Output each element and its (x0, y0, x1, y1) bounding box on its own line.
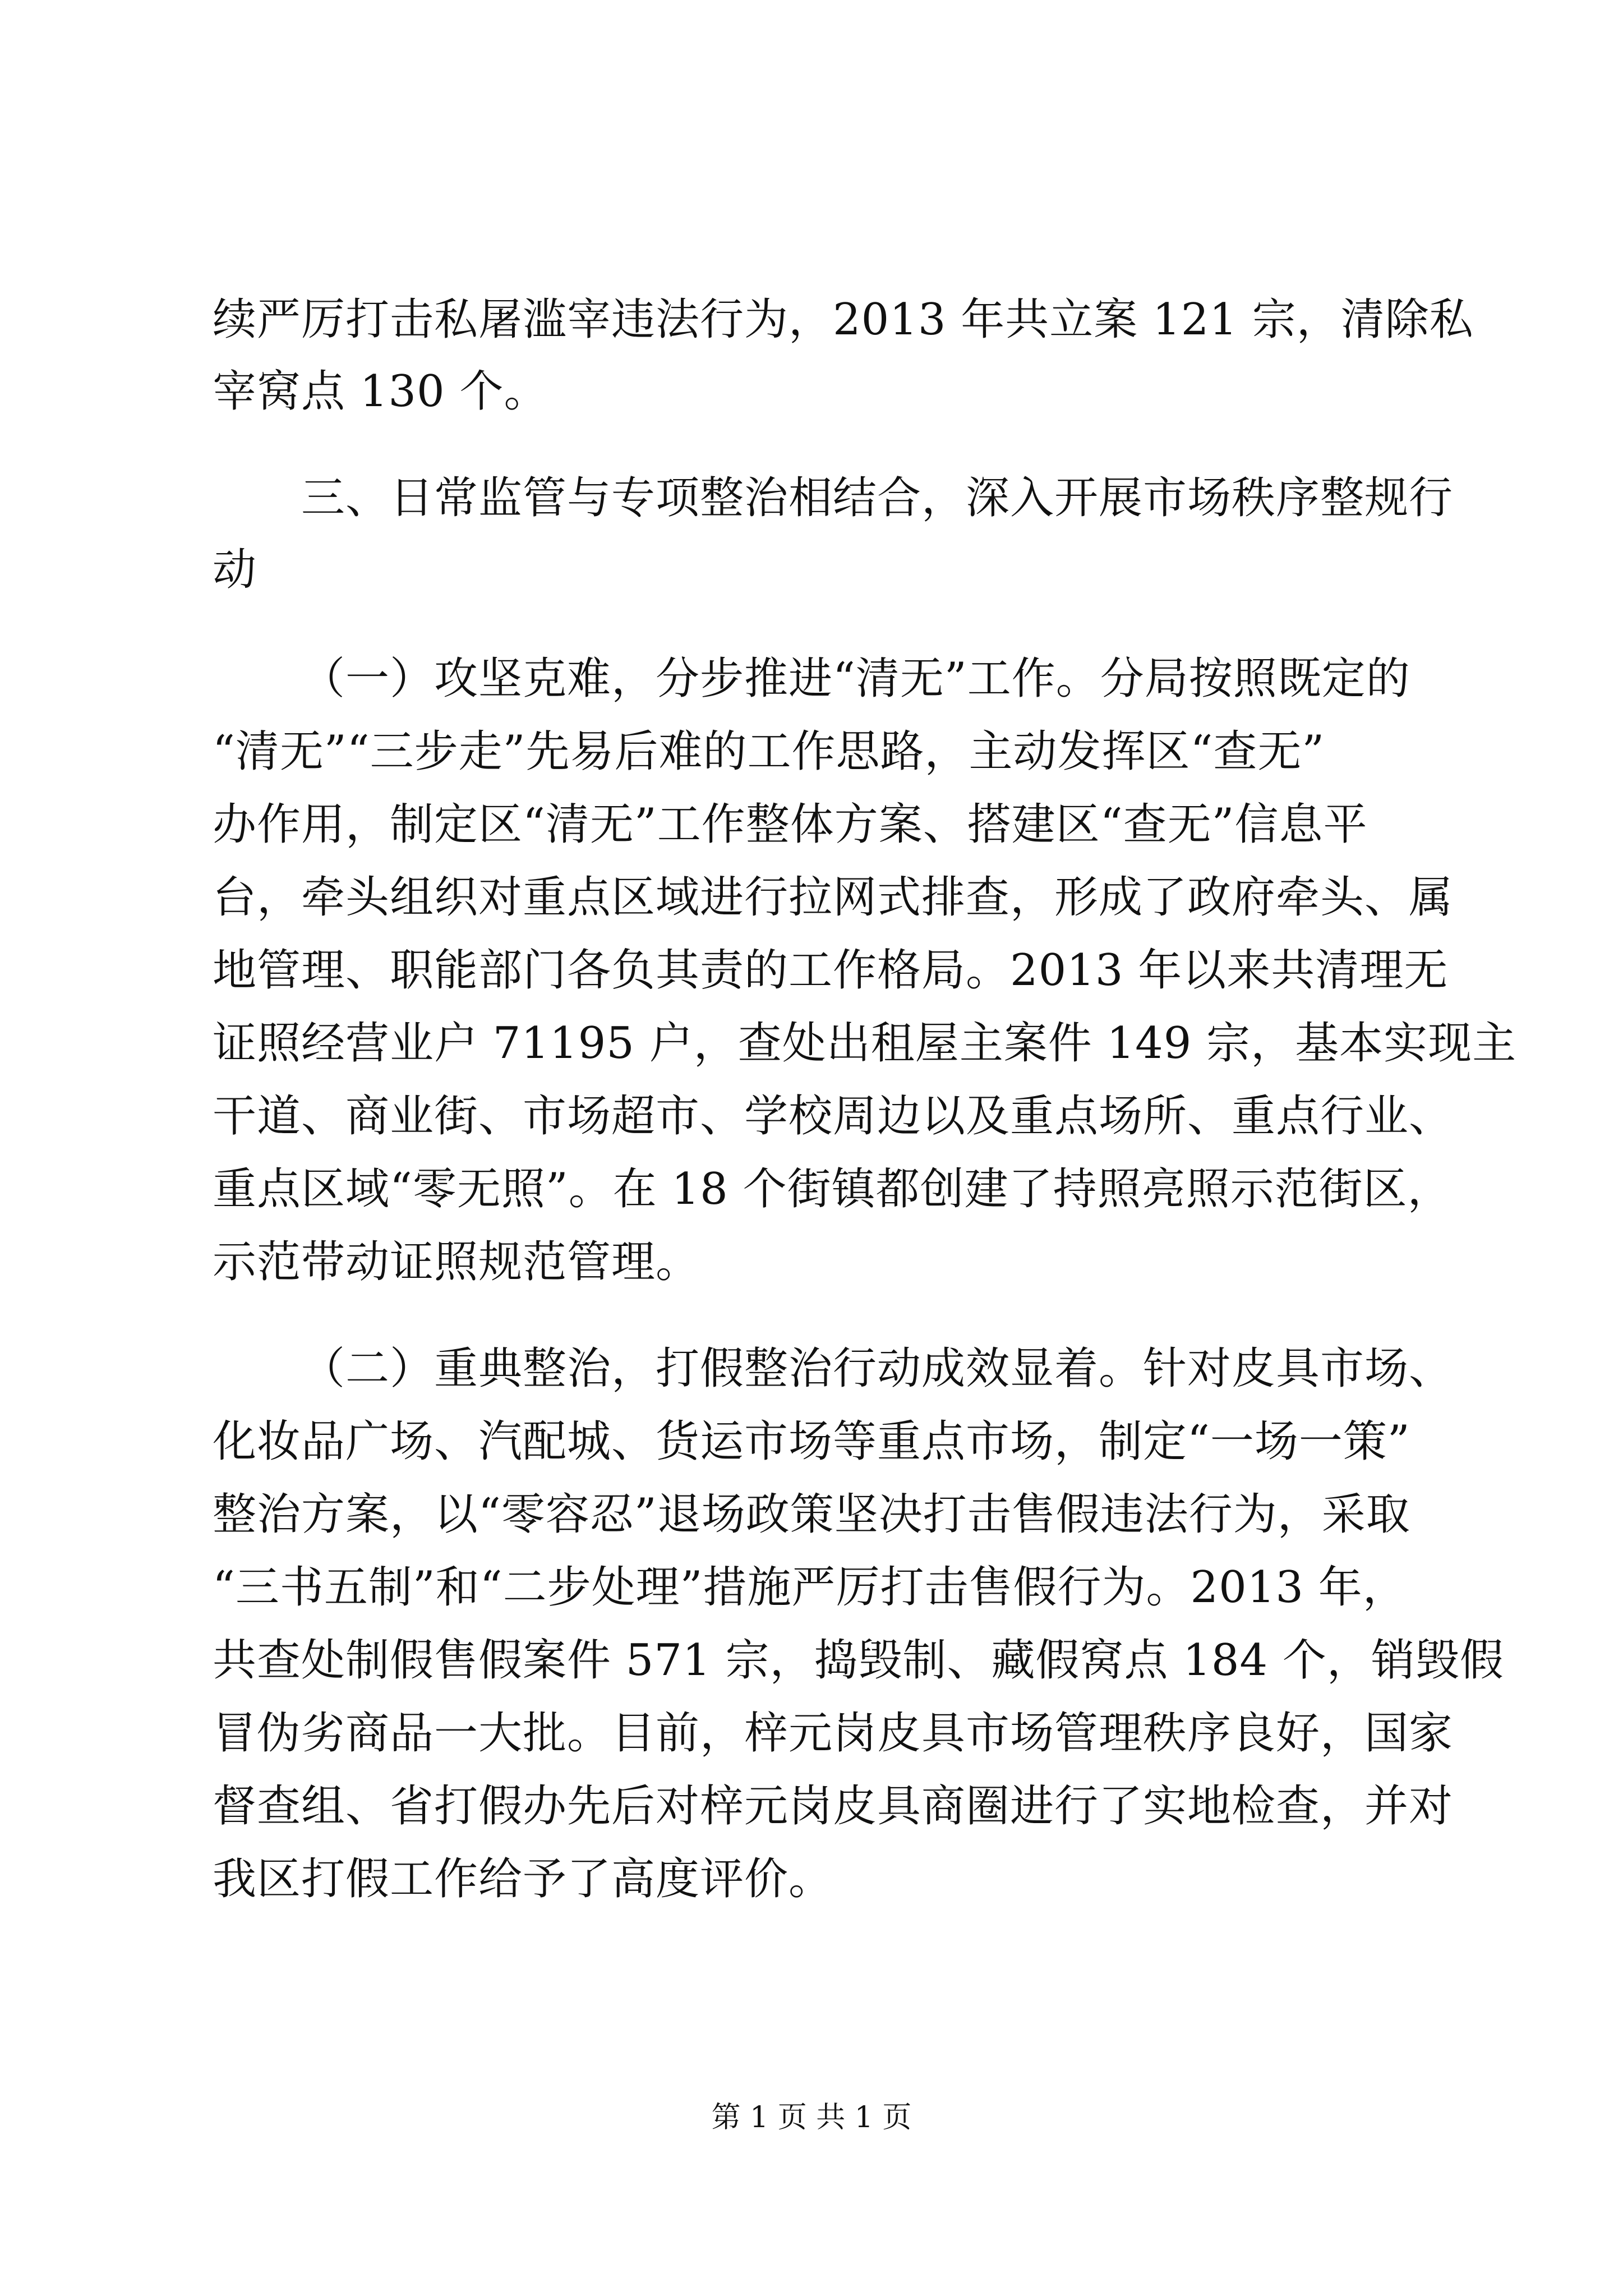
text-line: 我区打假工作给予了高度评价。 (213, 1854, 833, 1904)
text-line: 台，牵头组织对重点区域进行拉网式排查，形成了政府牵头、属 (213, 872, 1454, 923)
text-line: 督查组、省打假办先后对梓元岗皮具商圈进行了实地检查，并对 (213, 1781, 1454, 1832)
text-line: 重点区域“零无照”。在 18 个街镇都创建了持照亮照示范街区， (213, 1164, 1452, 1214)
paragraph-first-line: （一）攻坚克难，分步推进“清无”工作。分局按照既定的 (301, 654, 1410, 704)
text-line: “清无”“三步走”先易后难的工作思路，主动发挥区“查无” (213, 726, 1325, 777)
text-line: 证照经营业户 71195 户，查处出租屋主案件 149 宗，基本实现主 (213, 1018, 1517, 1069)
text-line: 宰窝点 130 个。 (213, 366, 548, 417)
text-line: 干道、商业街、市场超市、学校周边以及重点场所、重点行业、 (213, 1091, 1454, 1142)
text-line: 共查处制假售假案件 571 宗，捣毁制、藏假窝点 184 个，销毁假 (213, 1635, 1504, 1686)
text-line: 地管理、职能部门各负其责的工作格局。2013 年以来共清理无 (213, 945, 1449, 996)
text-line: 办作用，制定区“清无”工作整体方案、搭建区“查无”信息平 (213, 799, 1368, 850)
page-footer: 第 1 页 共 1 页 (711, 2101, 912, 2134)
text-line: 化妆品广场、汽配城、货运市场等重点市场，制定“一场一策” (213, 1416, 1410, 1467)
text-line: 示范带动证照规范管理。 (213, 1237, 700, 1287)
text-line: 冒伪劣商品一大批。目前，梓元岗皮具市场管理秩序良好，国家 (213, 1708, 1454, 1759)
paragraph-first-line: （二）重典整治，打假整治行动成效显着。针对皮具市场、 (301, 1343, 1454, 1394)
section-heading-line: 动 (213, 545, 257, 595)
text-line: “三书五制”和“二步处理”措施严厉打击售假行为。2013 年， (213, 1562, 1407, 1613)
text-line: 续严厉打击私屠滥宰违法行为，2013 年共立案 121 宗，清除私 (213, 295, 1474, 345)
section-heading-line: 三、日常监管与专项整治相结合，深入开展市场秩序整规行 (301, 473, 1454, 523)
text-line: 整治方案，以“零容忍”退场政策坚决打击售假违法行为，采取 (213, 1489, 1410, 1540)
